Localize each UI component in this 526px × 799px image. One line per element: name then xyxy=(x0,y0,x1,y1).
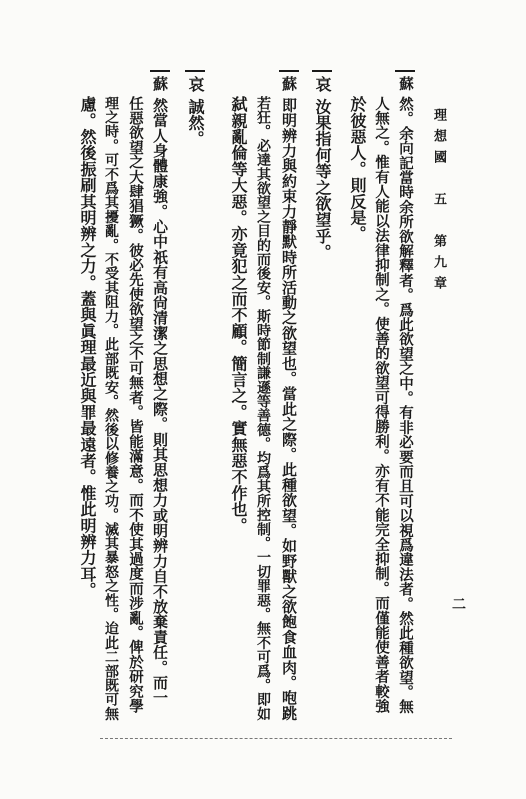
text-column xyxy=(125,96,145,713)
column-text: 然當人身體康強。心中祇有高尙清潔之思想之際。則其思想力或明辨力自不放棄責任。而一 xyxy=(151,97,169,706)
speaker-label: 蘇 xyxy=(279,70,299,91)
text-column xyxy=(228,96,248,533)
text-column xyxy=(150,70,170,705)
text-column xyxy=(347,96,367,242)
text-column xyxy=(253,96,273,721)
speaker-label: 哀 xyxy=(185,70,205,92)
text-column xyxy=(395,70,415,714)
text-column xyxy=(371,96,391,713)
running-header: 理想國 五 第九章 xyxy=(431,108,446,297)
column-text: 若狂。必達其欲望之目的而後安。斯時節制謙遜等善德。均爲其所控制。一切罪惡。無不可爲。即如 xyxy=(255,96,271,721)
text-column xyxy=(312,70,332,260)
column-text: 然。余向記當時余所欲解釋者。爲此欲望之中。有非必要而且可以視爲違法者。然此種欲望。無 xyxy=(397,96,414,715)
column-text: 汝果指何等之欲望乎。 xyxy=(313,98,332,261)
page-number: 二 xyxy=(452,597,466,613)
text-column xyxy=(101,96,121,721)
column-text: 於彼惡人。則反是。 xyxy=(348,96,367,242)
column-text: 即明辨力與約束力靜默時所活動之欲望也。當此之際。此種欲望。如野獸之欲飽食血肉。咆跳 xyxy=(280,97,298,721)
speaker-label: 蘇 xyxy=(150,70,170,91)
text-column xyxy=(77,96,97,598)
speaker-label: 哀 xyxy=(312,70,332,92)
bottom-rule xyxy=(100,738,452,739)
column-text: 理之時。可不爲其擾亂。不受其阻力。此部既安。然後以修養之功。滅其暴怒之性。迨此二部既可無 xyxy=(103,96,119,721)
speaker-label: 蘇 xyxy=(395,70,415,91)
column-text: 誠然。 xyxy=(186,98,205,147)
column-text: 慮。然後振刷其明辨之力。蓋與眞理最近與罪最遠者。惟此明辨力耳。 xyxy=(78,96,97,599)
column-text: 任惡欲望之大肆猖獗。彼必先使欲望之不可無者。皆能滿意。而不使其過度而涉亂。俾於研究學 xyxy=(127,96,144,714)
text-column xyxy=(185,70,205,147)
column-text: 弑親亂倫等大惡。亦竟犯之而不顧。簡言之。實無惡不作也。 xyxy=(229,96,248,534)
text-column xyxy=(279,70,299,720)
column-text: 人無之。惟有人能以法律抑制之。使善的欲望可得勝利。亦有不能完全抑制。而僅能使善者較強 xyxy=(373,96,390,714)
